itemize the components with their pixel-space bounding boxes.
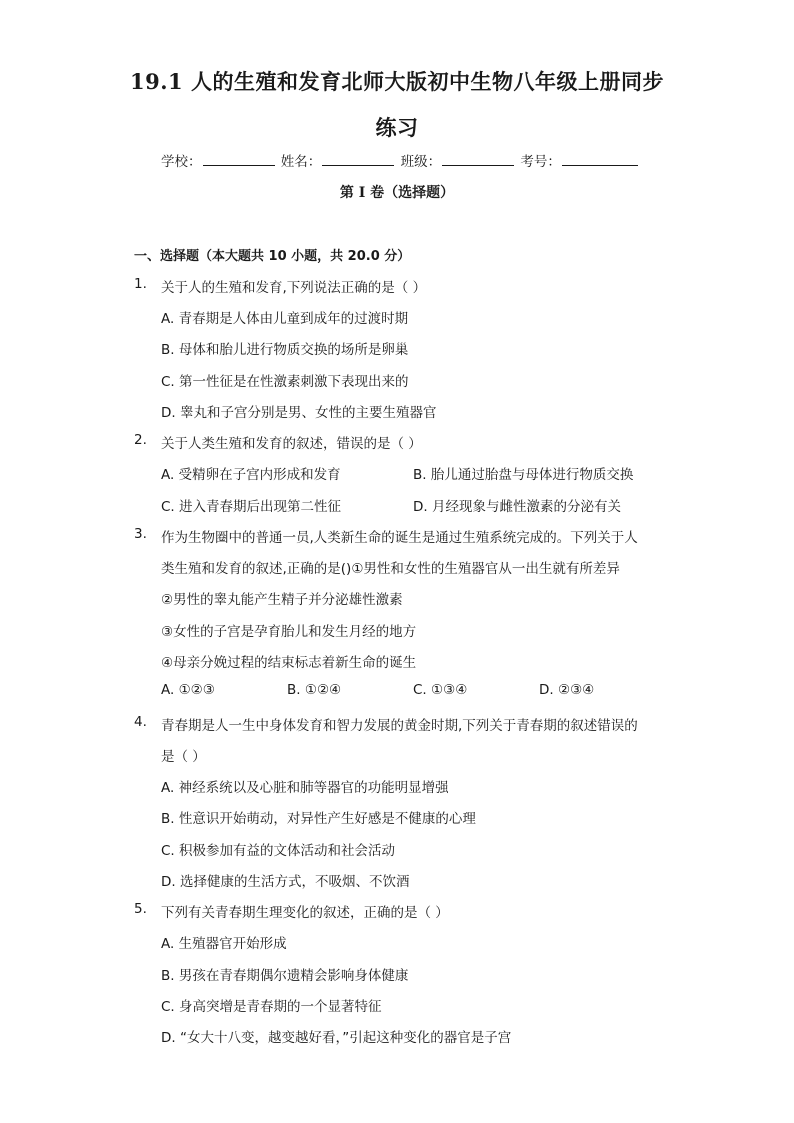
question-stem: 关于人的生殖和发育,下列说法正确的是（ ） [161,280,427,296]
exam-number-label: 考号： [520,154,561,170]
question-number: 3. [134,526,147,542]
question-stem: 关于人类生殖和发育的叙述，错误的是（ ） [161,436,422,452]
school-label: 学校： [161,154,202,170]
option-c[interactable]: C. 第一性征是在性激素刺激下表现出来的 [161,374,409,390]
option-a[interactable]: A. ①②③ [161,682,215,698]
option-a[interactable]: A. 受精卵在子宫内形成和发育 [161,467,341,483]
option-c[interactable]: C. 进入青春期后出现第二性征 [161,499,342,515]
question-stem-line-1: 作为生物圈中的普通一员,人类新生命的诞生是通过生殖系统完成的。下列关于人 [161,530,638,546]
question-number: 1. [134,276,147,292]
option-c[interactable]: C. 积极参加有益的文体活动和社会活动 [161,843,396,859]
statement-3: ③女性的子宫是孕育胎儿和发生月经的地方 [161,624,417,640]
option-c[interactable]: C. ①③④ [413,682,468,698]
option-d[interactable]: D. 睾丸和子宫分别是男、女性的主要生殖器官 [161,405,437,421]
option-b[interactable]: B. 性意识开始萌动，对异性产生好感是不健康的心理 [161,811,476,827]
school-blank[interactable] [203,151,275,166]
question-stem-line-2: 是（ ） [161,749,206,765]
option-b[interactable]: B. 母体和胎儿进行物质交换的场所是卵巢 [161,342,409,358]
statement-4: ④母亲分娩过程的结束标志着新生命的诞生 [161,655,417,671]
option-a[interactable]: A. 生殖器官开始形成 [161,936,287,952]
option-a[interactable]: A. 青春期是人体由儿童到成年的过渡时期 [161,311,409,327]
document-title-line-2: 练习 [375,115,419,140]
question-stem-line-2: 类生殖和发育的叙述,正确的是()①男性和女性的生殖器官从一出生就有所差异 [161,561,620,577]
question-stem-line-1: 青春期是人一生中身体发育和智力发展的黄金时期,下列关于青春期的叙述错误的 [161,718,638,734]
question-number: 5. [134,901,147,917]
option-d[interactable]: D. ②③④ [539,682,595,698]
option-b[interactable]: B. 胎儿通过胎盘与母体进行物质交换 [413,467,634,483]
question-number: 2. [134,432,147,448]
question-stem: 下列有关青春期生理变化的叙述，正确的是（ ） [161,905,449,921]
option-b[interactable]: B. 男孩在青春期偶尔遗精会影响身体健康 [161,968,409,984]
volume-heading: 第 I 卷（选择题） [339,185,455,201]
name-label: 姓名： [280,154,322,170]
class-label: 班级： [400,154,442,170]
statement-2: ②男性的睾丸能产生精子并分泌雄性激素 [161,592,403,608]
option-d[interactable]: D. 月经现象与雌性激素的分泌有关 [413,499,621,515]
option-d[interactable]: D. 选择健康的生活方式，不吸烟、不饮酒 [161,874,410,890]
option-b[interactable]: B. ①②④ [287,682,342,698]
class-blank[interactable] [442,151,514,166]
section-heading: 一、选择题（本大题共 10 小题，共 20.0 分） [134,249,411,264]
exam-number-blank[interactable] [562,151,638,166]
option-d[interactable]: D. “女大十八变，越变越好看，”引起这种变化的器官是子宫 [161,1030,512,1046]
option-c[interactable]: C. 身高突增是青春期的一个显著特征 [161,999,382,1015]
question-number: 4. [134,714,147,730]
option-a[interactable]: A. 神经系统以及心脏和肺等器官的功能明显增强 [161,780,449,796]
name-blank[interactable] [322,151,394,166]
student-info-row [161,150,640,170]
document-title-line-1: 19.1 人的生殖和发育北师大版初中生物八年级上册同步 [130,69,664,94]
